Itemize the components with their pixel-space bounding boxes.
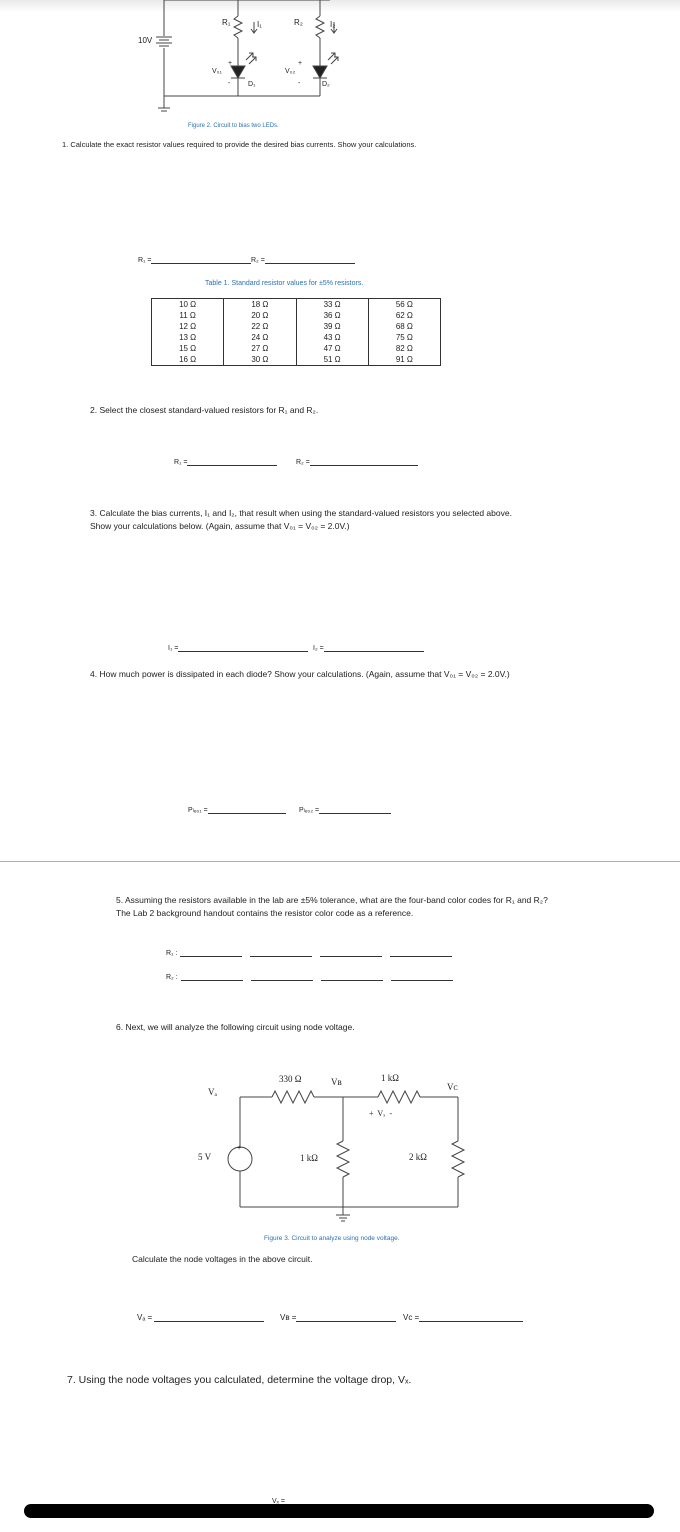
- q4-p2-blank[interactable]: [319, 813, 391, 814]
- q6-va-label: Vₐ =: [137, 1313, 153, 1322]
- table-row: [152, 310, 441, 321]
- q1-r2-blank[interactable]: [265, 263, 355, 264]
- resistor-1k-mid-label: 1 kΩ: [300, 1153, 318, 1163]
- table-cell: 43 Ω: [296, 332, 368, 343]
- q1-r1-answer: [138, 257, 251, 264]
- q1-r1-label: R₁ =: [138, 257, 152, 264]
- q3-i2-blank[interactable]: [324, 651, 424, 652]
- q2-r2-label: R₂ =: [296, 459, 310, 466]
- table-cell: 82 Ω: [368, 343, 440, 354]
- table-row: [152, 343, 441, 354]
- question-5: 5. Assuming the resistors available in the lab are ±5% tolerance, what are the four-band color codes for R₁ and R₂? The Lab 2 background handout contains the resistor color code as a reference.: [116, 895, 548, 918]
- table-cell: 47 Ω: [296, 343, 368, 354]
- q5-r1-band-3[interactable]: [320, 956, 382, 957]
- table-cell: 91 Ω: [368, 354, 440, 366]
- source-5v-label: 5 V: [198, 1152, 212, 1162]
- resistor-330-label: 330 Ω: [279, 1074, 302, 1084]
- resistor-2k-label: 2 kΩ: [409, 1152, 427, 1162]
- question-6-instruction: Calculate the node voltages in the above circuit.: [132, 1254, 313, 1264]
- source-voltage-label: 10V: [138, 36, 153, 45]
- q1-r2-answer: [251, 257, 355, 264]
- table-row: [152, 354, 441, 366]
- table-cell: 30 Ω: [224, 354, 296, 366]
- table-cell: 51 Ω: [296, 354, 368, 366]
- i1-label: I₁: [257, 20, 262, 29]
- figure-2-led-circuit: [130, 0, 360, 115]
- table-row: [152, 299, 441, 311]
- question-6: 6. Next, we will analyze the following circuit using node voltage.: [116, 1022, 355, 1032]
- table-cell: 39 Ω: [296, 321, 368, 332]
- q4-p1-blank[interactable]: [208, 813, 286, 814]
- vd2-minus: -: [298, 80, 301, 87]
- q5-r1-band-2[interactable]: [250, 956, 312, 957]
- d2-label: D₂: [322, 81, 330, 88]
- node-va-label: Vₐ: [208, 1087, 217, 1097]
- figure-3-caption: Figure 3. Circuit to analyze using node voltage.: [264, 1235, 400, 1242]
- q6-vc-label: Vᴄ =: [403, 1313, 420, 1322]
- horizontal-scrollbar[interactable]: [24, 1504, 654, 1518]
- table-cell: 27 Ω: [224, 343, 296, 354]
- q5-r1-band-1[interactable]: [180, 956, 242, 957]
- q5-r2-label: R₂ :: [166, 974, 178, 981]
- q6-va-blank[interactable]: [154, 1321, 264, 1322]
- q4-p2-answer: [299, 806, 391, 814]
- resistor-values-table: [151, 298, 441, 366]
- q6-vb-label: Vʙ =: [280, 1313, 297, 1322]
- q6-vb-blank[interactable]: [296, 1321, 396, 1322]
- q3-i1-label: I₁ =: [168, 645, 179, 652]
- q3-i1-answer: [168, 645, 308, 652]
- table-cell: 16 Ω: [152, 354, 224, 366]
- table-cell: 36 Ω: [296, 310, 368, 321]
- vd1-label: V₀₁: [212, 68, 222, 75]
- table-row: [152, 332, 441, 343]
- vx-polarity-label: + Vₓ -: [369, 1109, 393, 1118]
- q5-r2-answer: [166, 974, 453, 981]
- table-cell: 12 Ω: [152, 321, 224, 332]
- q4-p2-label: Pₗₑ₀₂ =: [299, 807, 320, 814]
- vd2-label: V₀₂: [285, 68, 296, 75]
- r2-label: R₂: [294, 18, 303, 27]
- q1-r1-blank[interactable]: [151, 263, 251, 264]
- q4-p1-answer: [188, 806, 286, 814]
- table-cell: 13 Ω: [152, 332, 224, 343]
- i2-label: I₂: [330, 20, 336, 29]
- q6-va-answer: [137, 1313, 264, 1322]
- question-7: 7. Using the node voltages you calculated, determine the voltage drop, Vₓ.: [67, 1374, 412, 1386]
- table-cell: 75 Ω: [368, 332, 440, 343]
- q6-vb-answer: [280, 1313, 396, 1322]
- node-vc-label: Vᴄ: [447, 1082, 458, 1092]
- q1-r2-label: R₂ =: [251, 257, 265, 264]
- node-vb-label: Vʙ: [331, 1077, 342, 1087]
- q5-r2-band-4[interactable]: [391, 980, 453, 981]
- q5-r2-band-3[interactable]: [321, 980, 383, 981]
- source-plus: +: [237, 1145, 242, 1152]
- question-1: 1. Calculate the exact resistor values required to provide the desired bias currents. Show your calculations.: [62, 140, 417, 149]
- figure-2-caption: Figure 2. Circuit to bias two LEDs.: [188, 123, 279, 129]
- page-divider: [0, 861, 680, 862]
- q3-i2-label: I₂ =: [313, 645, 324, 652]
- q7-cutoff-label: Vₓ =: [272, 1498, 285, 1504]
- table-cell: 15 Ω: [152, 343, 224, 354]
- table-cell: 22 Ω: [224, 321, 296, 332]
- vd1-minus: -: [228, 80, 231, 87]
- table-cell: 62 Ω: [368, 310, 440, 321]
- r1-label: R₁: [222, 18, 231, 27]
- q5-r1-answer: [166, 950, 452, 957]
- table-cell: 20 Ω: [224, 310, 296, 321]
- resistor-1k-top-label: 1 kΩ: [381, 1073, 399, 1083]
- table-cell: 11 Ω: [152, 310, 224, 321]
- table-cell: 18 Ω: [224, 299, 296, 311]
- question-2: 2. Select the closest standard-valued resistors for R₁ and R₂.: [90, 405, 319, 415]
- question-3: 3. Calculate the bias currents, I₁ and I₂, that result when using the standard-valued resistors you selected above. Show your calculations below. (Again, assume that V₀₁ = V₀₂ = 2.0V.): [90, 508, 512, 531]
- table-cell: 33 Ω: [296, 299, 368, 311]
- table-cell: 10 Ω: [152, 299, 224, 311]
- q5-r1-band-4[interactable]: [390, 956, 452, 957]
- vd1-plus: +: [228, 60, 233, 67]
- question-4: 4. How much power is dissipated in each diode? Show your calculations. (Again, assume that V₀₁ = V₀₂ = 2.0V.): [90, 669, 510, 679]
- q5-r2-band-1[interactable]: [181, 980, 243, 981]
- q6-vc-blank[interactable]: [419, 1321, 523, 1322]
- q5-r2-band-2[interactable]: [251, 980, 313, 981]
- q6-vc-answer: [403, 1313, 523, 1322]
- q4-p1-label: Pₗₑ₀₁ =: [188, 807, 208, 814]
- q2-r1-answer: [174, 459, 277, 466]
- q2-r1-label: R₁ =: [174, 459, 188, 466]
- q2-r2-answer: [296, 459, 418, 466]
- d1-label: D₁: [248, 81, 256, 88]
- q3-i2-answer: [313, 645, 424, 652]
- q2-r2-blank[interactable]: [310, 465, 418, 466]
- q3-i1-blank[interactable]: [178, 651, 308, 652]
- table-cell: 24 Ω: [224, 332, 296, 343]
- table-row: [152, 321, 441, 332]
- vd2-plus: +: [298, 60, 303, 67]
- table-1-caption: Table 1. Standard resistor values for ±5% resistors.: [205, 280, 364, 287]
- table-cell: 68 Ω: [368, 321, 440, 332]
- table-cell: 56 Ω: [368, 299, 440, 311]
- q5-r1-label: R₁ :: [166, 950, 178, 957]
- q2-r1-blank[interactable]: [187, 465, 277, 466]
